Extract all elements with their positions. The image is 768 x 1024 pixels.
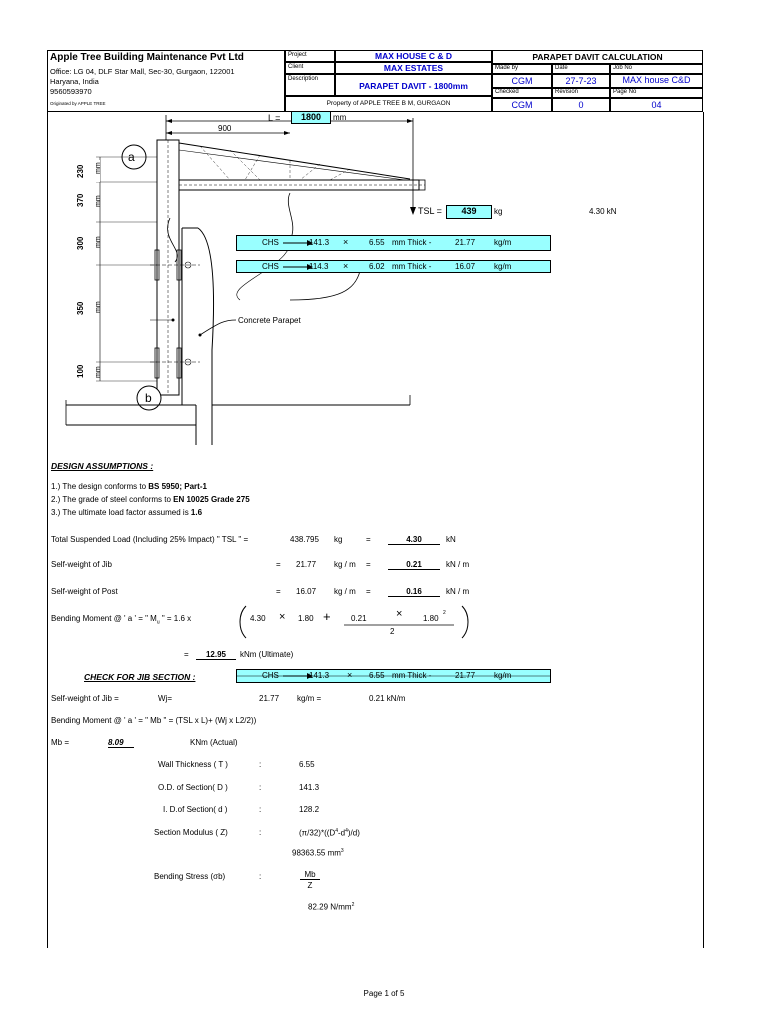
- id-label: I. D.of Section( d ): [163, 805, 228, 814]
- assumption-2: 2.) The grade of steel conforms to EN 10025 Grade 275: [51, 495, 250, 504]
- project-value: MAX HOUSE C & D: [375, 51, 452, 61]
- mb-label: Mb =: [51, 738, 70, 747]
- tsl-kg-value: 438.795: [290, 535, 319, 544]
- client-value: MAX ESTATES: [383, 63, 444, 73]
- jib-chs-x: ×: [347, 670, 353, 680]
- post-sw-eq2: =: [366, 587, 371, 596]
- moment-v2: 1.80: [298, 614, 314, 623]
- assumption-1: 1.) The design conforms to BS 5950; Part-1: [51, 482, 207, 491]
- revision-label: Revision: [555, 89, 579, 95]
- dim-350-unit: mm: [95, 301, 102, 313]
- post-sw-text: Self-weight of Post: [51, 587, 118, 596]
- jib-chs-mm-thick: mm Thick -: [392, 671, 432, 680]
- section-modulus-label: Section Modulus ( Z): [154, 828, 228, 837]
- chs2-label: CHS: [262, 262, 279, 271]
- tsl-eq: =: [366, 535, 371, 544]
- dim-370-unit: mm: [95, 195, 102, 207]
- bending-stress-num: Mb: [300, 870, 320, 880]
- moment-result-eq: =: [184, 650, 189, 659]
- chs2-unit: kg/m: [494, 262, 512, 271]
- chs1-mm-thick: mm Thick -: [392, 238, 432, 247]
- made-by-label: Made by: [495, 65, 519, 71]
- post-sw-kgm-unit: kg / m: [334, 587, 356, 596]
- post-sw-kgm: 16.07: [296, 587, 317, 596]
- date-value: 27-7-23: [565, 76, 597, 86]
- moment-x1: ×: [279, 611, 286, 623]
- page-no-label: Page No: [613, 89, 637, 95]
- checked-value: CGM: [511, 100, 533, 110]
- dim-230: 230: [76, 164, 85, 178]
- dim-350: 350: [76, 301, 85, 315]
- moment-result: 12.95: [196, 650, 236, 660]
- moment-v4: 1.80: [423, 614, 439, 623]
- jib-sw-kgm: 21.77: [296, 560, 317, 569]
- section-modulus-colon: :: [259, 828, 262, 837]
- dim-370: 370: [76, 193, 85, 207]
- moment-text: Bending Moment @ ' a ' = " $M_u$ " = 1.6 x: [51, 614, 192, 626]
- jib-chs-label: CHS: [262, 671, 279, 680]
- jib-sw-text: Self-weight of Jib: [51, 560, 112, 569]
- job-no-label: Job No: [613, 65, 633, 71]
- project-label: Project: [288, 52, 307, 58]
- strike-line: [236, 675, 551, 677]
- jib-chs-w: 21.77: [455, 671, 476, 680]
- dim-900: 900: [218, 124, 232, 133]
- moment-result-unit: kNm (Ultimate): [240, 650, 294, 659]
- tsl-unit: kg: [494, 207, 503, 216]
- company-phone: 9560593970: [50, 87, 92, 96]
- wall-thickness-colon: :: [259, 760, 262, 769]
- post-sw-knm: 0.16: [388, 587, 440, 597]
- chs2-w: 16.07: [455, 262, 476, 271]
- dim-300-unit: mm: [95, 236, 102, 248]
- dim-300: 300: [76, 236, 85, 250]
- bending-stress-value: 82.29 $N/mm^2$: [308, 902, 355, 912]
- L-value: 1800: [291, 111, 331, 124]
- calc-title: PARAPET DAVIT CALCULATION: [532, 52, 663, 62]
- jib-sw-knm-unit: kN / m: [446, 560, 470, 569]
- id-value: 128.2: [299, 805, 320, 814]
- page-no-value: 04: [651, 100, 662, 110]
- originated-by: Originated by APPLE TREE: [50, 101, 106, 106]
- bending-stress-colon: :: [259, 872, 262, 881]
- bending-stress-den: Z: [307, 881, 313, 890]
- chs1-x: ×: [343, 237, 349, 247]
- jib-sw-eq2: =: [366, 560, 371, 569]
- chs1-unit: kg/m: [494, 238, 512, 247]
- chs2-mm-thick: mm Thick -: [392, 262, 432, 271]
- wall-thickness-value: 6.55: [299, 760, 315, 769]
- wall-thickness-label: Wall Thickness ( T ): [158, 760, 228, 769]
- post-sw-knm-unit: kN / m: [446, 587, 470, 596]
- moment-plus: +: [323, 609, 331, 624]
- checked-label: Checked: [495, 89, 519, 95]
- company-address-1: Office: LG 04, DLF Star Mall, Sec-30, Gurgaon, 122001: [50, 67, 235, 76]
- tsl-kg-unit: kg: [334, 535, 343, 544]
- post-sw-eq: =: [276, 587, 281, 596]
- point-b-label: b: [145, 391, 152, 405]
- moment-sq: 2: [443, 610, 446, 616]
- wj-value: 21.77: [259, 694, 280, 703]
- concrete-parapet-label: Concrete Parapet: [238, 316, 301, 325]
- job-no-value: MAX house C&D: [622, 75, 691, 85]
- chs2-t: 6.02: [369, 262, 385, 271]
- wj-kn: 0.21 kN/m: [369, 694, 406, 703]
- dim-230-unit: mm: [95, 162, 102, 174]
- assumptions-title: DESIGN ASSUMPTIONS :: [51, 461, 154, 471]
- chs2-od: 114.3: [309, 262, 329, 271]
- date-label: Date: [555, 65, 568, 71]
- L-unit: mm: [333, 113, 347, 122]
- moment-v3: 0.21: [351, 614, 367, 623]
- L-label: L =: [268, 113, 281, 123]
- client-label: Client: [288, 64, 304, 70]
- id-colon: :: [259, 805, 262, 814]
- chs1-w: 21.77: [455, 238, 476, 247]
- chs1-label: CHS: [262, 238, 279, 247]
- bending-stress-label: Bending Stress (σb): [154, 872, 226, 881]
- tsl-text: Total Suspended Load (Including 25% Impact) " TSL " =: [51, 535, 249, 544]
- wj-unit: kg/m =: [297, 694, 322, 703]
- description-label: Description: [288, 76, 319, 82]
- jib-sw-eq-text: Self-weight of Jib =: [51, 694, 119, 703]
- moment-x2: ×: [396, 608, 403, 620]
- moment-v1: 4.30: [250, 614, 266, 623]
- jib-chs-unit: kg/m: [494, 671, 512, 680]
- jib-sw-eq: =: [276, 560, 281, 569]
- mb-unit: KNm (Actual): [190, 738, 238, 747]
- company-name: Apple Tree Building Maintenance Pvt Ltd: [50, 52, 244, 63]
- point-a-label: a: [128, 150, 135, 164]
- tsl-kn-value: 4.30: [388, 535, 440, 545]
- section-modulus-formula: $(\pi/32)*((D^4-d^4)/d)$: [299, 828, 360, 838]
- revision-value: 0: [578, 100, 584, 110]
- davit-diagram: [0, 0, 768, 460]
- moment-div: 2: [390, 627, 395, 636]
- jib-section-title: CHECK FOR JIB SECTION :: [84, 672, 196, 682]
- jib-chs-od: 141.3: [309, 671, 330, 680]
- jib-sw-kgm-unit: kg / m: [334, 560, 356, 569]
- tsl-value: 439: [446, 205, 492, 219]
- description-value: PARAPET DAVIT - 1800mm: [359, 81, 468, 91]
- property-note: Property of APPLE TREE B M, GURGAON: [326, 100, 451, 107]
- chs2-x: ×: [343, 261, 349, 271]
- chs1-od: 141.3: [309, 238, 330, 247]
- assumption-3: 3.) The ultimate load factor assumed is 1.6: [51, 508, 203, 517]
- tsl-kn: 4.30 kN: [589, 207, 617, 216]
- dim-100-unit: mm: [95, 366, 102, 378]
- chs1-t: 6.55: [369, 238, 385, 247]
- od-colon: :: [259, 783, 262, 792]
- od-value: 141.3: [299, 783, 320, 792]
- tsl-kn-unit: kN: [446, 535, 456, 544]
- jib-sw-knm: 0.21: [388, 560, 440, 570]
- od-label: O.D. of Section( D ): [158, 783, 228, 792]
- company-address-2: Haryana, India: [50, 77, 99, 86]
- dim-100: 100: [76, 364, 85, 378]
- mb-formula: Bending Moment @ ' a ' = " Mb " = (TSL x L)+ (Wj x L2/2)): [51, 716, 257, 725]
- jib-chs-t: 6.55: [369, 671, 385, 680]
- mb-value: 8.09: [108, 738, 134, 748]
- made-by-value: CGM: [511, 76, 533, 86]
- tsl-label: TSL =: [418, 206, 442, 216]
- wj-label: Wj=: [158, 694, 172, 703]
- page-footer: Page 1 of 5: [363, 989, 405, 998]
- section-modulus-value: 98363.55 $mm^3$: [292, 848, 344, 858]
